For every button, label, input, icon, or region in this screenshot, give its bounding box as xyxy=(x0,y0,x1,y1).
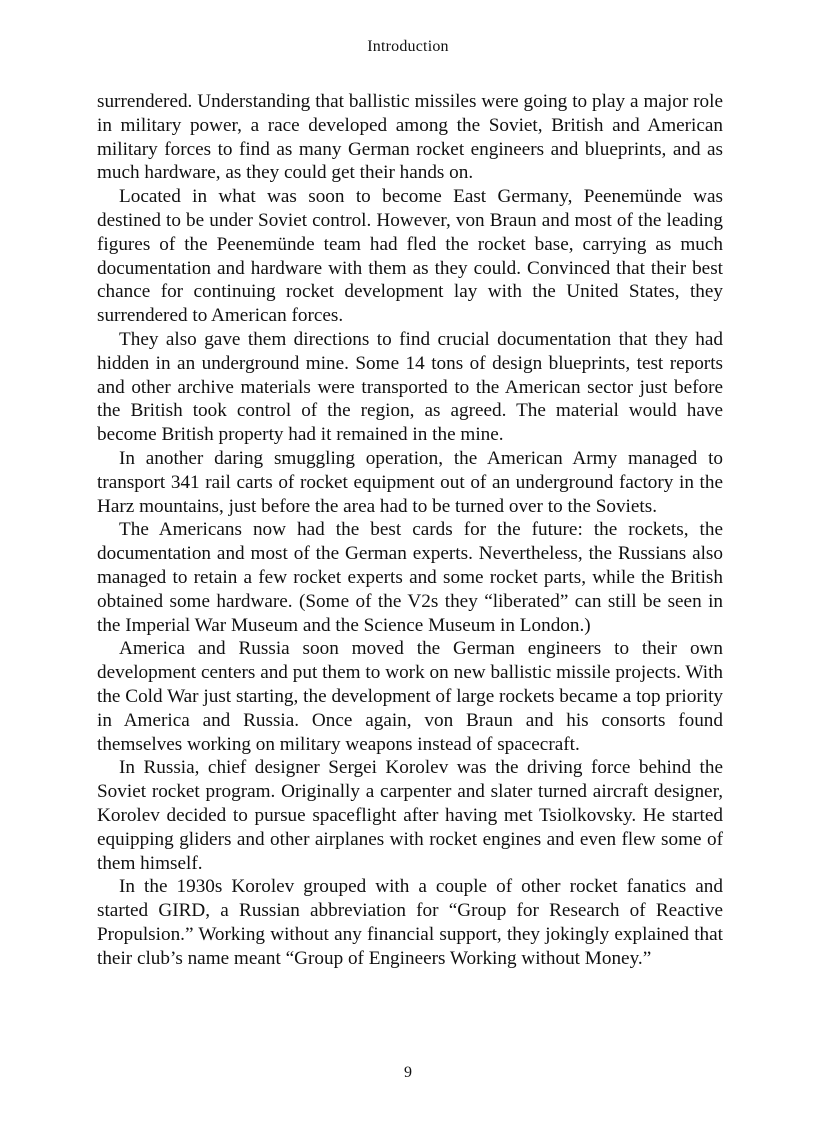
running-head: Introduction xyxy=(367,38,449,55)
paragraph: The Americans now had the best cards for the future: the rockets, the documentation and most of the German experts. Nevertheless, the Russians also managed to retain a few rocket experts and some rocket parts, while the British obtained some hardware. (Some of the V2s they “liberated” can still be seen in the Imperial War Museum and the Science Museum in London.) xyxy=(97,519,723,636)
paragraph: They also gave them directions to find crucial documentation that they had hidden in an underground mine. Some 14 tons of design blueprints, test reports and other archive materials were transported to the American sector just before the British took control of the region, as agreed. The material would have become British property had it remained in the mine. xyxy=(97,328,723,446)
paragraph: surrendered. Understanding that ballistic missiles were going to play a major role in military power, a race developed among the Soviet, British and American military forces to find as many German rocket engineers and blueprints, and as much hardware, as they could get their hands on. xyxy=(97,91,723,184)
page-number: 9 xyxy=(404,1064,412,1081)
paragraph: In the 1930s Korolev grouped with a couple of other rocket fanatics and started GIRD, a Russian abbreviation for “Group for Research of Reactive Propulsion.” Working without any financial support, they jokingly explained that their club’s name meant “Group of Engineers Working without Money.” xyxy=(97,876,723,969)
paragraph: In another daring smuggling operation, the American Army managed to transport 341 rail carts of rocket equipment out of an underground factory in the Harz mountains, just before the area had to be turned over to the Soviets. xyxy=(97,447,723,517)
body-text xyxy=(97,90,723,970)
paragraph: In Russia, chief designer Sergei Korolev was the driving force behind the Soviet rocket program. Originally a carpenter and slater turned aircraft designer, Korolev decided to pursue spaceflight after having met Tsiolkovsky. He started equipping gliders and other airplanes with rocket engines and even flew some of them himself. xyxy=(97,757,723,874)
paragraph: Located in what was soon to become East Germany, Peenemünde was destined to be under Soviet control. However, von Braun and most of the leading figures of the Peenemünde team had fled the rocket base, carrying as much documentation and hardware with them as they could. Convinced that their best chance for continuing rocket development lay with the United States, they surrendered to American forces. xyxy=(97,186,723,327)
paragraph: America and Russia soon moved the German engineers to their own development centers and put them to work on new ballistic missile projects. With the Cold War just starting, the development of large rockets became a top priority in America and Russia. Once again, von Braun and his consorts found themselves working on military weapons instead of spacecraft. xyxy=(97,638,723,755)
